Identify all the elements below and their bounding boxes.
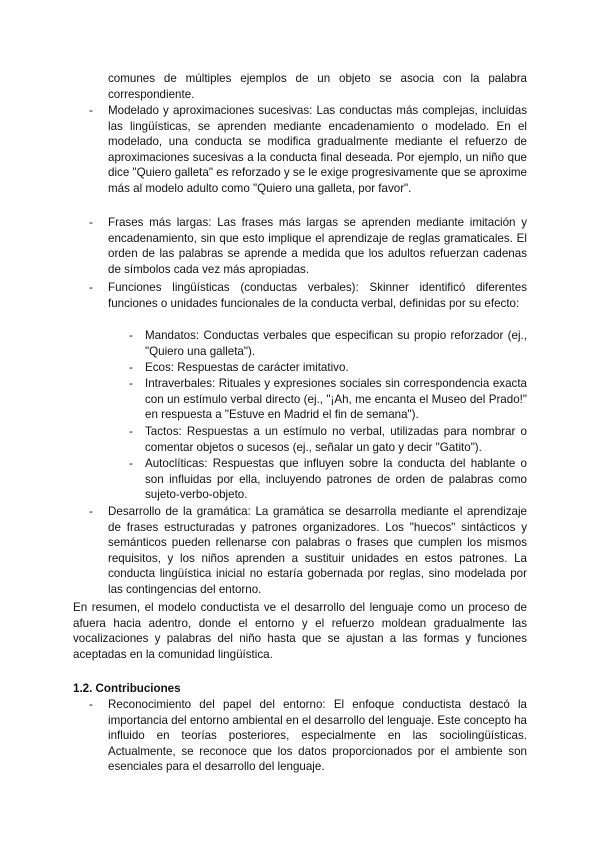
sublist-item-mandatos: Mandatos: Conductas verbales que especifican su propio reforzador (ej., "Quiero una galleta"). bbox=[145, 329, 527, 358]
list-item-frases: Frases más largas: Las frases más largas se aprenden mediante imitación y encadenamiento, sin que esto implique el aprendizaje de reglas gramaticales. El orden de las palabras se aprende a medida que los adultos refuerzan cadenas de símbolos cada vez más apropiadas. bbox=[108, 216, 527, 276]
summary-paragraph: En resumen, el modelo conductista ve el desarrollo del lenguaje como un proceso de afuera hacia adentro, donde el entorno y el refuerzo moldean gradualmente las vocalizaciones y palabras del niño hasta que se ajustan a las formas y funciones aceptadas en la comunidad lingüística. bbox=[73, 601, 527, 661]
continuation-paragraph: comunes de múltiples ejemplos de un objeto se asocia con la palabra correspondiente. bbox=[108, 72, 527, 101]
sublist-item-intraverbales: Intraverbales: Rituales y expresiones sociales sin correspondencia exacta con un estímulo verbal directo (ej., "¡Ah, me encanta el Museo del Prado!" en respuesta a "Estuve en Madrid el fin de semana"). bbox=[145, 377, 527, 422]
list-item-modelado: Modelado y aproximaciones sucesivas: Las conductas más complejas, incluidas las lingüísticas, se aprenden mediante encadenamiento o modelado. En el modelado, una conducta se modifica gradualmente mediante el refuerzo de aproximaciones sucesivas a la conducta final deseada. Por ejemplo, un niño que dice "Quiero galleta" es reforzado y se le exige progresivamente que se aproxime más al modelo adulto como "Quiero una galleta, por favor". bbox=[108, 104, 527, 195]
section-heading: 1.2. Contribuciones bbox=[73, 682, 181, 695]
list-bullet-dash: - bbox=[89, 698, 93, 711]
sublist-bullet-dash: - bbox=[129, 377, 133, 390]
sublist-item-ecos: Ecos: Respuestas de carácter imitativo. bbox=[145, 361, 349, 374]
list-item-gramatica: Desarrollo de la gramática: La gramática se desarrolla mediante el aprendizaje de frases estructuradas y patrones organizadores. Los "huecos" sintácticos y semánticos pueden rellenarse con palabras o frases que cumplen los mismos requisitos, y los niños aprenden a sustituir unidades en estos patrones. La conducta lingüística inicial no estaría gobernada por reglas, sino modelada por las contingencias del entorno. bbox=[108, 505, 527, 596]
sublist-bullet-dash: - bbox=[129, 361, 133, 374]
list-bullet-dash: - bbox=[89, 216, 93, 229]
list-item-entorno: Reconocimiento del papel del entorno: El enfoque conductista destacó la importancia del entorno ambiental en el desarrollo del lenguaje. Este concepto ha influido en teorías posteriores, especialmente en las sociolingüísticas. Actualmente, se reconoce que los datos proporcionados por el ambiente son esenciales para el desarrollo del lenguaje. bbox=[108, 698, 527, 774]
sublist-bullet-dash: - bbox=[129, 329, 133, 342]
sublist-bullet-dash: - bbox=[129, 425, 133, 438]
list-bullet-dash: - bbox=[89, 505, 93, 518]
list-item-funciones: Funciones lingüísticas (conductas verbales): Skinner identificó diferentes funciones o unidades funcionales de la conducta verbal, definidas por su efecto: bbox=[108, 281, 527, 310]
sublist-bullet-dash: - bbox=[129, 457, 133, 470]
sublist-item-tactos: Tactos: Respuestas a un estímulo no verbal, utilizadas para nombrar o comentar objetos o sucesos (ej., señalar un gato y decir "Gatito"). bbox=[145, 425, 527, 454]
list-bullet-dash: - bbox=[89, 104, 93, 117]
sublist-item-autocliticas: Autoclíticas: Respuestas que influyen sobre la conducta del hablante o son influidas por ella, incluyendo patrones de orden de palabras como sujeto-verbo-objeto. bbox=[145, 457, 527, 502]
list-bullet-dash: - bbox=[89, 281, 93, 294]
